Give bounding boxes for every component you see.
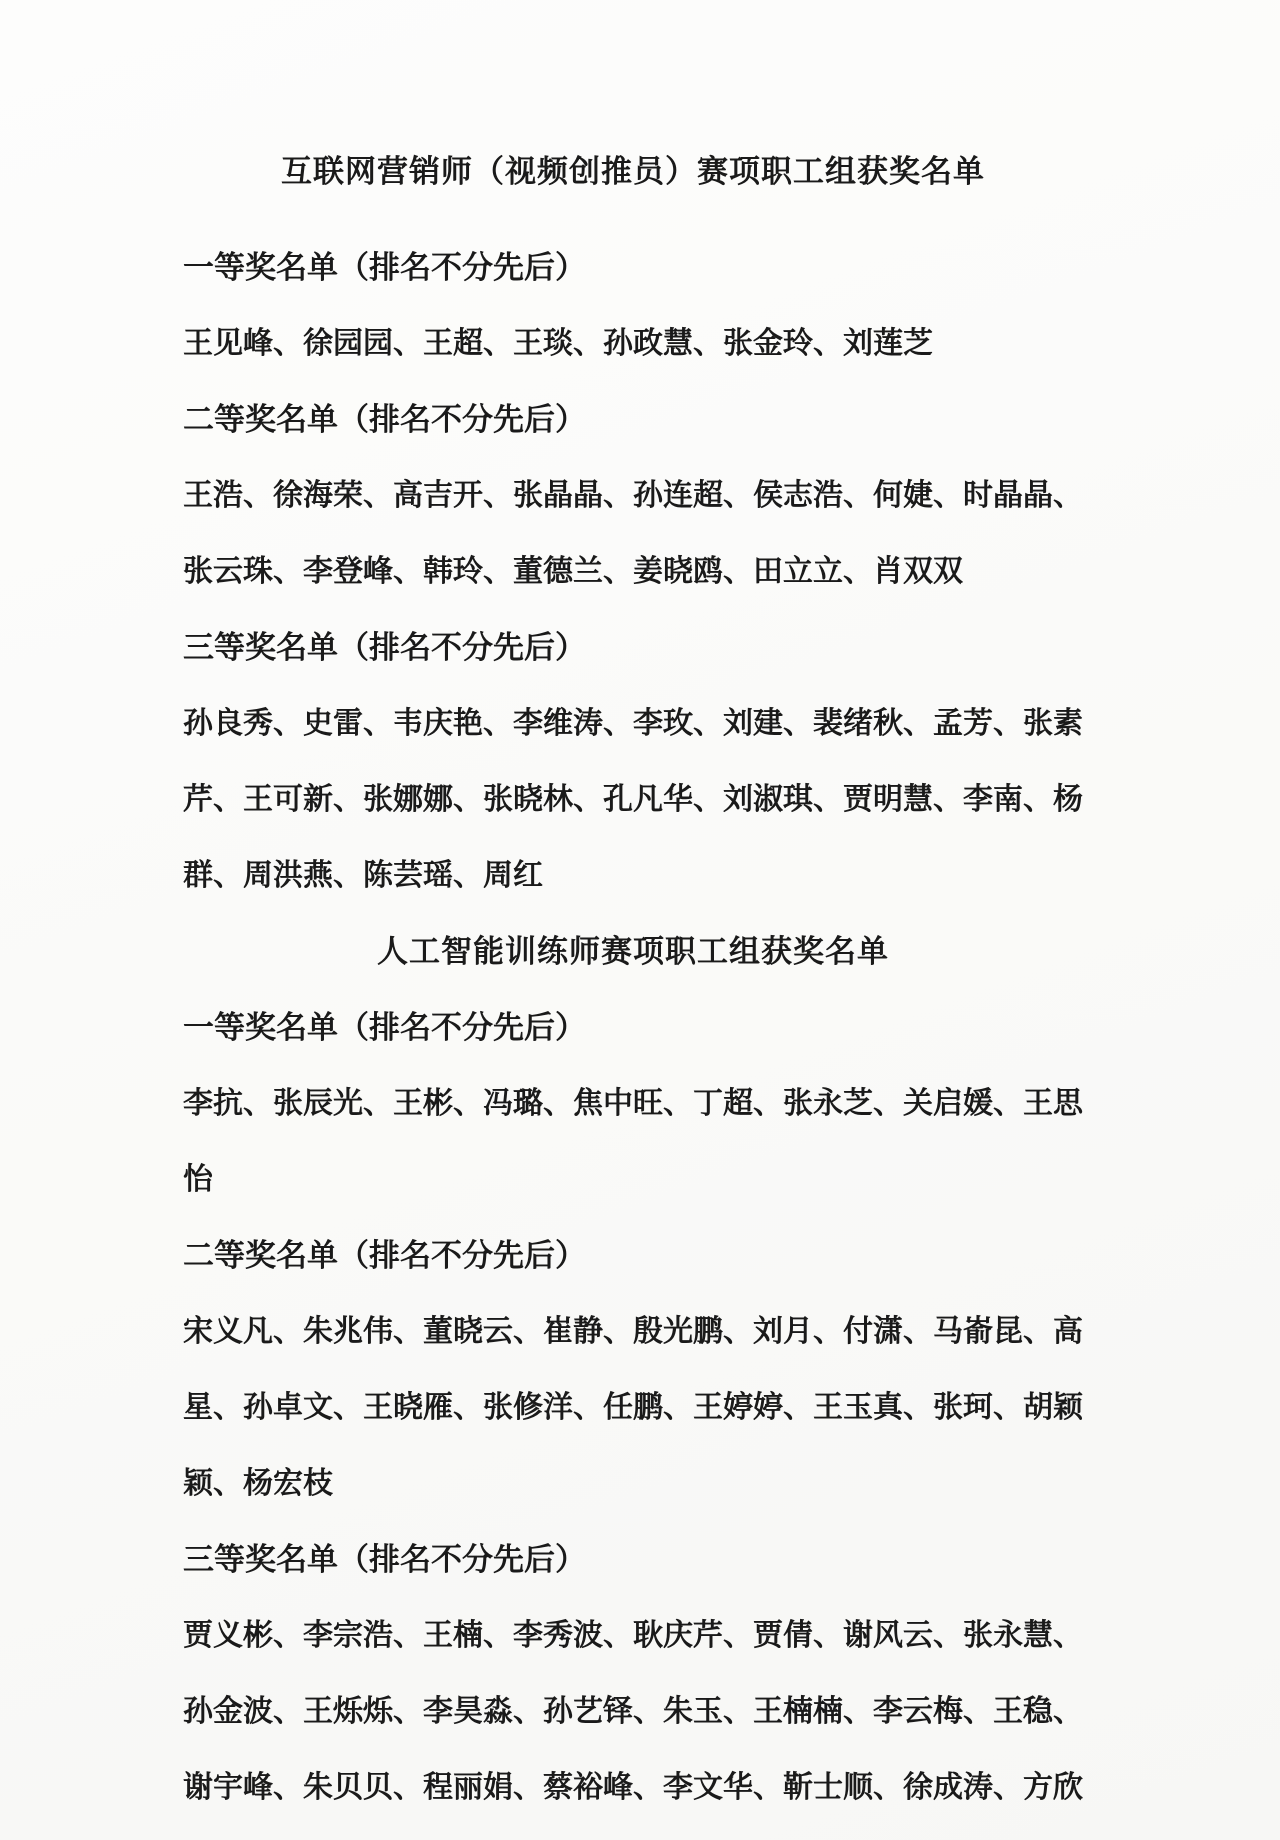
third-prize-winners: 贾义彬、李宗浩、王楠、李秀波、耿庆芹、贾倩、谢风云、张永慧、孙金波、王烁烁、李昊淼、孙艺铎、朱玉、王楠楠、李云梅、王稳、谢宇峰、朱贝贝、程丽娟、蔡裕峰、李文华、靳士顺、徐成涛、方欣 [183, 1619, 1083, 1804]
section-ai-trainer [183, 914, 1083, 1826]
third-prize-heading: 三等奖名单（排名不分先后） [183, 1542, 586, 1577]
section-internet-marketer [183, 134, 1083, 914]
second-prize-winners: 宋义凡、朱兆伟、董晓云、崔静、殷光鹏、刘月、付潇、马嵛昆、高星、孙卓文、王晓雁、张修洋、任鹏、王婷婷、王玉真、张珂、胡颖颖、杨宏枝 [183, 1315, 1083, 1500]
second-prize-winners: 王浩、徐海荣、高吉开、张晶晶、孙连超、侯志浩、何婕、时晶晶、张云珠、李登峰、韩玲、董德兰、姜晓鸥、田立立、肖双双 [183, 479, 1083, 588]
first-prize-heading: 一等奖名单（排名不分先后） [183, 250, 586, 285]
third-prize-winners: 孙良秀、史雷、韦庆艳、李维涛、李玫、刘建、裴绪秋、孟芳、张素芹、王可新、张娜娜、张晓林、孔凡华、刘淑琪、贾明慧、李南、杨群、周洪燕、陈芸瑶、周红 [183, 707, 1083, 892]
first-prize-winners: 王见峰、徐园园、王超、王琰、孙政慧、张金玲、刘莲芝 [183, 327, 933, 360]
first-prize-winners: 李抗、张辰光、王彬、冯璐、焦中旺、丁超、张永芝、关启媛、王思怡 [183, 1087, 1083, 1196]
second-prize-heading: 二等奖名单（排名不分先后） [183, 1238, 586, 1273]
section-title: 互联网营销师（视频创推员）赛项职工组获奖名单 [281, 154, 985, 189]
second-prize-heading: 二等奖名单（排名不分先后） [183, 402, 586, 437]
third-prize-heading: 三等奖名单（排名不分先后） [183, 630, 586, 665]
section-title: 人工智能训练师赛项职工组获奖名单 [377, 934, 889, 969]
first-prize-heading: 一等奖名单（排名不分先后） [183, 1010, 586, 1045]
award-list-document [183, 134, 1083, 1826]
